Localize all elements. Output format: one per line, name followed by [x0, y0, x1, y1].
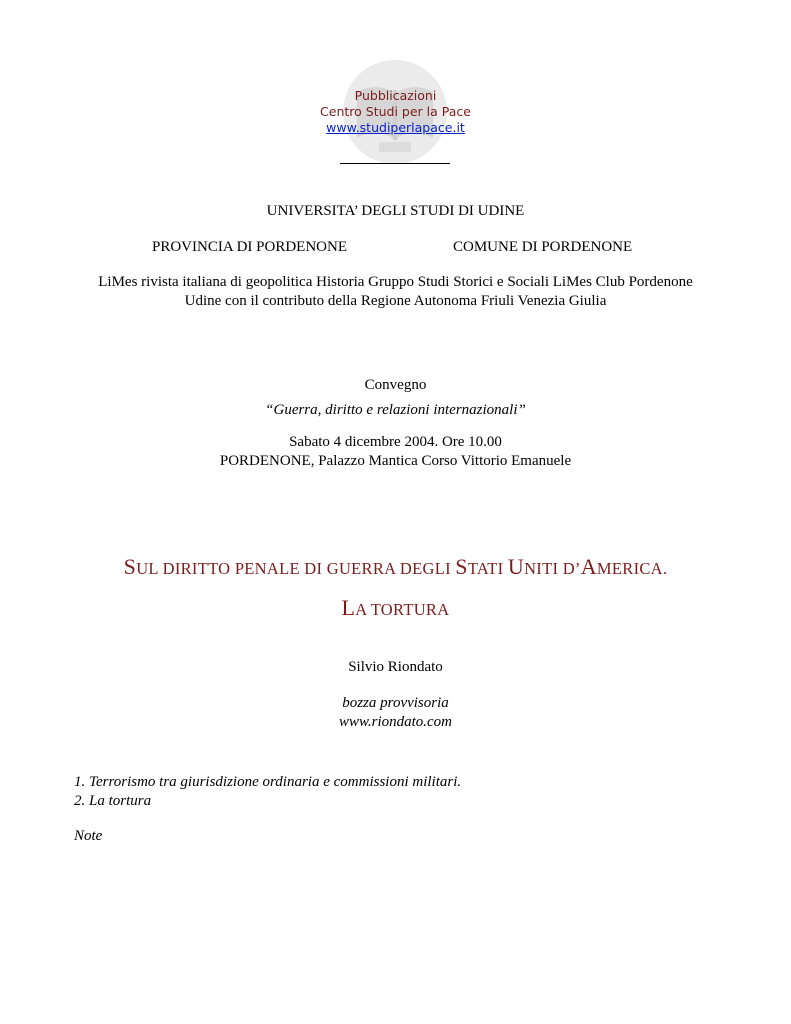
draft-status: bozza provvisoria — [342, 695, 449, 711]
university-name: UNIVERSITA’ DEGLI STUDI DI UDINE — [266, 203, 525, 219]
toc-item-2: 2. La tortura — [74, 793, 152, 809]
event-type: Convegno — [364, 377, 427, 393]
publisher-label: Pubblicazioni — [354, 88, 437, 103]
document-title-line-1: SUL DIRITTO PENALE DI GUERRA DEGLI STATI UNITI D’AMERICA. — [123, 554, 668, 579]
provincia-name: PROVINCIA DI PORDENONE — [152, 239, 348, 255]
header-divider — [340, 163, 450, 164]
partners-line-1: LiMes rivista italiana di geopolitica Historia Gruppo Studi Storici e Sociali LiMes Club Pordenone — [98, 274, 693, 290]
comune-name: COMUNE DI PORDENONE — [453, 239, 633, 255]
toc-notes: Note — [74, 828, 103, 844]
event-venue: PORDENONE, Palazzo Mantica Corso Vittorio Emanuele — [219, 453, 572, 469]
author-name: Silvio Riondato — [348, 659, 443, 675]
event-date: Sabato 4 dicembre 2004. Ore 10.00 — [289, 434, 502, 450]
publisher-header — [0, 88, 791, 136]
toc-item-1: 1. Terrorismo tra giurisdizione ordinaria e commissioni militari. — [74, 774, 462, 790]
event-name: “Guerra, diritto e relazioni internazionali” — [265, 402, 526, 418]
partners-line-2: Udine con il contributo della Regione Autonoma Friuli Venezia Giulia — [184, 293, 607, 309]
author-website: www.riondato.com — [338, 714, 453, 730]
document-title-line-2: LA TORTURA — [341, 595, 450, 620]
publisher-link[interactable]: www.studiperlapace.it — [326, 120, 465, 135]
publisher-name: Centro Studi per la Pace — [320, 104, 471, 119]
